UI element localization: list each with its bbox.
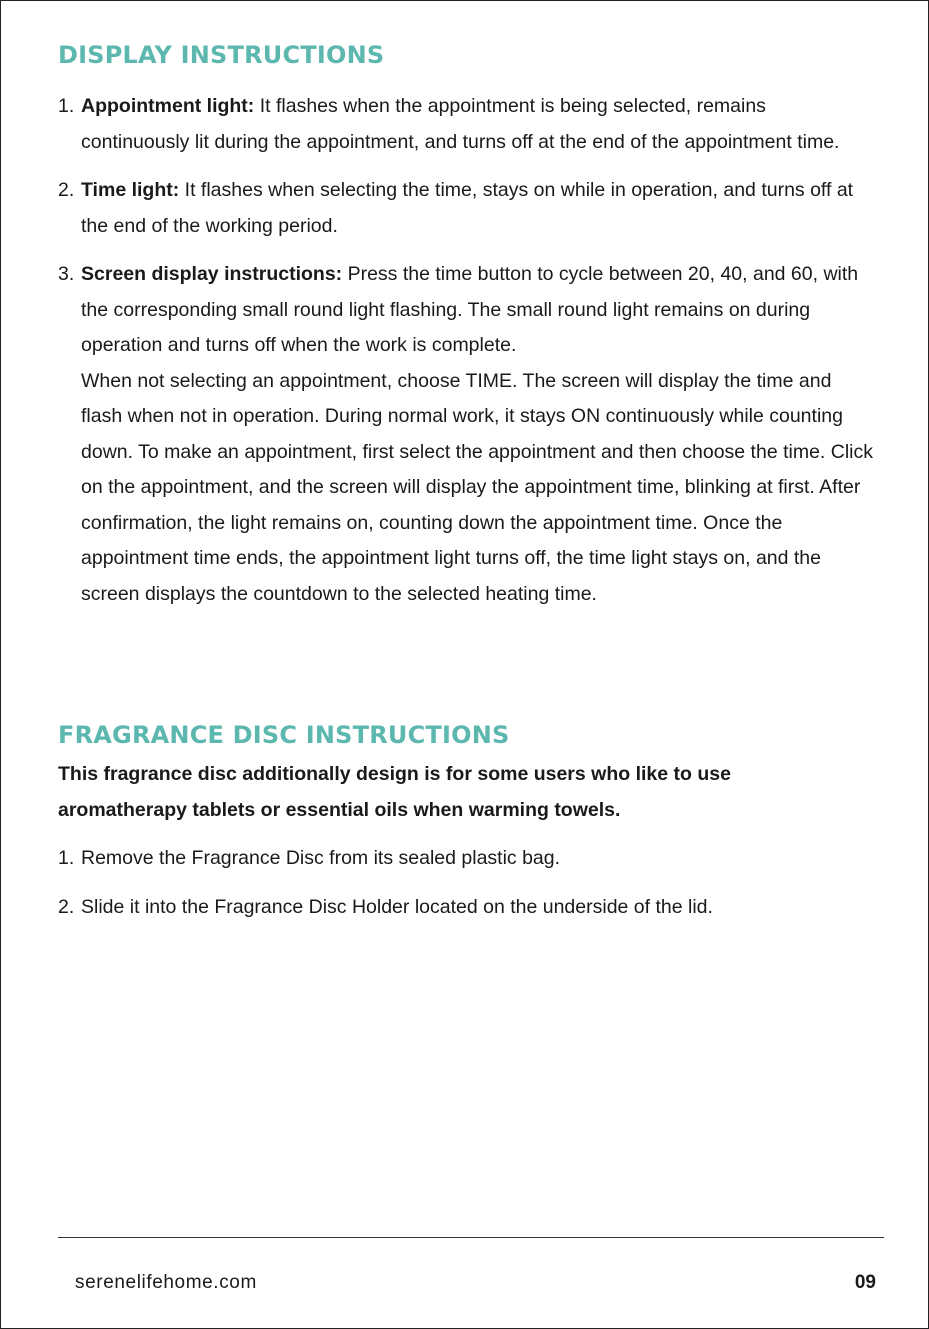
item-text: Press the time button to cycle between 20, 40, and 60, with the corresponding small round light flashing. The small round light remains on during operation and turns off when the work is complete. [81,263,859,356]
footer-website: serenelifehome.com [75,1272,257,1293]
item-number: 1. [58,95,75,117]
item-body [81,257,873,364]
item-body [81,89,873,160]
page-number: 09 [854,1272,876,1293]
fragrance-steps-list [58,841,873,925]
list-item-screen-display [58,257,873,612]
item-body-continued: When not selecting an appointment, choose TIME. The screen will display the time and flash when not in operation. During normal work, it stays ON continuously while counting down. To make an appointment, first select the appointment and then choose the time. Click on the appointment, and the screen will display the appointment time, blinking at first. After confirmation, the light remains on, counting down the appointment time. Once the appointment time ends, the appointment light turns off, the time light stays on, and the screen displays the countdown to the selected heating time. [81,369,874,605]
item-text: It flashes when the appointment is being selected, remains continuously lit during the appointment, and turns off at the end of the appointment time. [81,95,840,153]
item-label: Screen display instructions: [81,263,343,285]
list-item-slide-disc [58,890,873,926]
footer-divider [58,1237,884,1238]
item-number: 3. [58,263,75,285]
list-item-time-light [58,173,873,244]
item-label: Time light: [81,179,180,201]
item-text: It flashes when selecting the time, stays on while in operation, and turns off at the end of the working period. [81,179,854,237]
item-label: Appointment light: [81,95,255,117]
display-instructions-list [58,89,873,612]
list-item-remove-disc [58,841,873,877]
item-number: 2. [58,895,75,918]
item-number: 2. [58,179,75,201]
fragrance-intro: This fragrance disc additionally design is for some users who like to use aromatherapy tablets or essential oils when warming towels. [58,763,731,821]
item-number: 1. [58,847,75,869]
fragrance-disc-heading: FRAGRANCE DISC INSTRUCTIONS [58,721,510,749]
display-instructions-heading: DISPLAY INSTRUCTIONS [58,41,385,69]
item-body [81,173,873,244]
list-item-appointment-light [58,89,873,160]
item-text: Remove the Fragrance Disc from its sealed plastic bag. [81,847,561,869]
item-text: Slide it into the Fragrance Disc Holder located on the underside of the lid. [81,895,713,918]
